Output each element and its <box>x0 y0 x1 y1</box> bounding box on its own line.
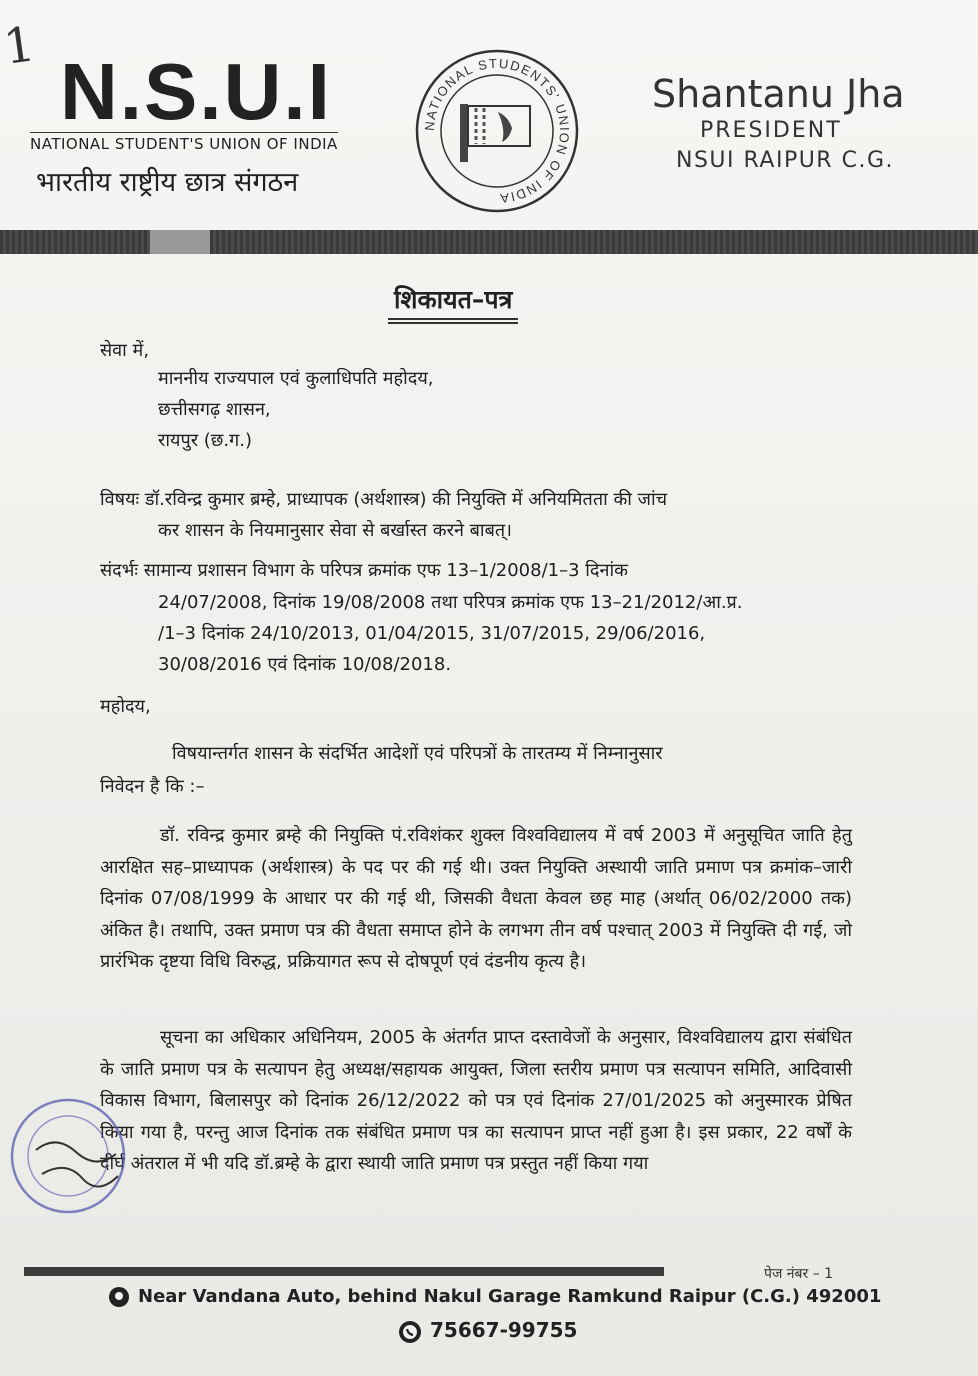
reference-line-4: 30/08/2016 एवं दिनांक 10/08/2018. <box>158 654 452 675</box>
document-title: शिकायत–पत्र <box>388 282 518 320</box>
president-name: Shantanu Jha <box>652 72 905 116</box>
header-divider <box>0 230 978 254</box>
whatsapp-icon <box>398 1320 422 1344</box>
body-paragraph-1: डॉ. रविन्द्र कुमार ब्रम्हे की नियुक्ति पं.रविशंकर शुक्ल विश्वविद्यालय में वर्ष 2003 में अनुसूचित जाति हेतु आरक्षित सह–प्राध्यापक (अर्थशास्त्र) के पद पर की गई थी। उक्त नियुक्ति अस्थायी जाति प्रमाण पत्र क्रमांक–जारी दिनांक 07/08/1999 के आधार पर की गई थी, जिसकी वैधता केवल छह माह (अर्थात् 06/02/2000 तक) अंकित है। तथापि, उक्त प्रमाण पत्र की वैधता समाप्त होने के लगभग तीन वर्ष पश्चात् 2003 में नियुक्ति दी गई, जो प्रारंभिक दृष्टया विधि विरुद्ध, प्रक्रियागत रूप से दोषपूर्ण एवं दंडनीय कृत्य है। <box>100 825 852 972</box>
handwritten-mark: 1 <box>0 16 39 76</box>
reference-line-1: संदर्भः सामान्य प्रशासन विभाग के परिपत्र क्रमांक एफ 13–1/2008/1–3 दिनांक <box>100 560 628 581</box>
org-logo-text: N.S.U.I <box>60 47 332 136</box>
subject-line-2: कर शासन के नियमानुसार सेवा से बर्खास्त करने बाबत्। <box>158 520 512 541</box>
reference-line-3: /1–3 दिनांक 24/10/2013, 01/04/2015, 31/07/2015, 29/06/2016, <box>158 623 706 644</box>
subject-line-1: विषयः डॉ.रविन्द्र कुमार ब्रम्हे, प्राध्यापक (अर्थशास्त्र) की नियुक्ति में अनियमितता की जांच <box>100 489 668 510</box>
org-hindi-name: भारतीय राष्ट्रीय छात्र संगठन <box>36 167 299 198</box>
org-full-name: NATIONAL STUDENT'S UNION OF INDIA <box>30 132 338 153</box>
footer-divider <box>24 1267 664 1276</box>
page-number: पेज नंबर – 1 <box>764 1266 834 1282</box>
footer-phone <box>398 1318 577 1344</box>
reference-line-2: 24/07/2008, दिनांक 19/08/2008 तथा परिपत्र क्रमांक एफ 13–21/2012/आ.प्र. <box>158 592 743 613</box>
seal-text: NATIONAL STUDENTS' UNION OF INDIA <box>421 55 573 207</box>
greeting: महोदय, <box>100 696 151 717</box>
recipient-line-1: माननीय राज्यपाल एवं कुलाधिपति महोदय, <box>158 368 434 389</box>
footer-address <box>108 1286 881 1308</box>
salutation-to: सेवा में, <box>100 340 150 361</box>
recipient-line-3: रायपुर (छ.ग.) <box>158 430 253 451</box>
body-paragraph-2: सूचना का अधिकार अधिनियम, 2005 के अंतर्गत प्राप्त दस्तावेजों के अनुसार, विश्वविद्यालय द्वारा संबंधित के जाति प्रमाण पत्र के सत्यापन हेतु अध्यक्ष/सहायक आयुक्त, जिला स्तरीय प्रमाण पत्र सत्यापन समिति, आदिवासी विकास विभाग, बिलासपुर को दिनांक 26/12/2022 को पत्र एवं दिनांक 27/01/2025 को अनुस्मारक प्रेषित किया गया है, परन्तु आज दिनांक तक संबंधित प्रमाण पत्र का सत्यापन प्राप्त नहीं हुआ है। इस प्रकार, 22 वर्षों के दीर्घ अंतराल में भी यदि डॉ.ब्रम्हे के द्वारा स्थायी जाति प्रमाण पत्र प्रस्तुत नहीं किया गया <box>100 1027 852 1174</box>
round-stamp-icon <box>6 1094 136 1230</box>
location-pin-icon <box>108 1286 130 1308</box>
intro-line-2: निवेदन है कि :– <box>100 776 205 797</box>
phone-text: 75667-99755 <box>430 1318 578 1342</box>
address-text: Near Vandana Auto, behind Nakul Garage Ramkund Raipur (C.G.) 492001 <box>138 1286 882 1307</box>
intro-line-1: विषयान्तर्गत शासन के संदर्भित आदेशों एवं परिपत्रों के तारतम्य में निम्नानुसार <box>172 743 663 764</box>
recipient-line-2: छत्तीसगढ़ शासन, <box>158 399 271 420</box>
president-title: PRESIDENT <box>700 118 842 143</box>
svg-text:NATIONAL STUDENTS' UNION OF IN <box>422 56 572 206</box>
president-org: NSUI RAIPUR C.G. <box>676 148 894 173</box>
nsui-seal-icon <box>412 46 582 216</box>
